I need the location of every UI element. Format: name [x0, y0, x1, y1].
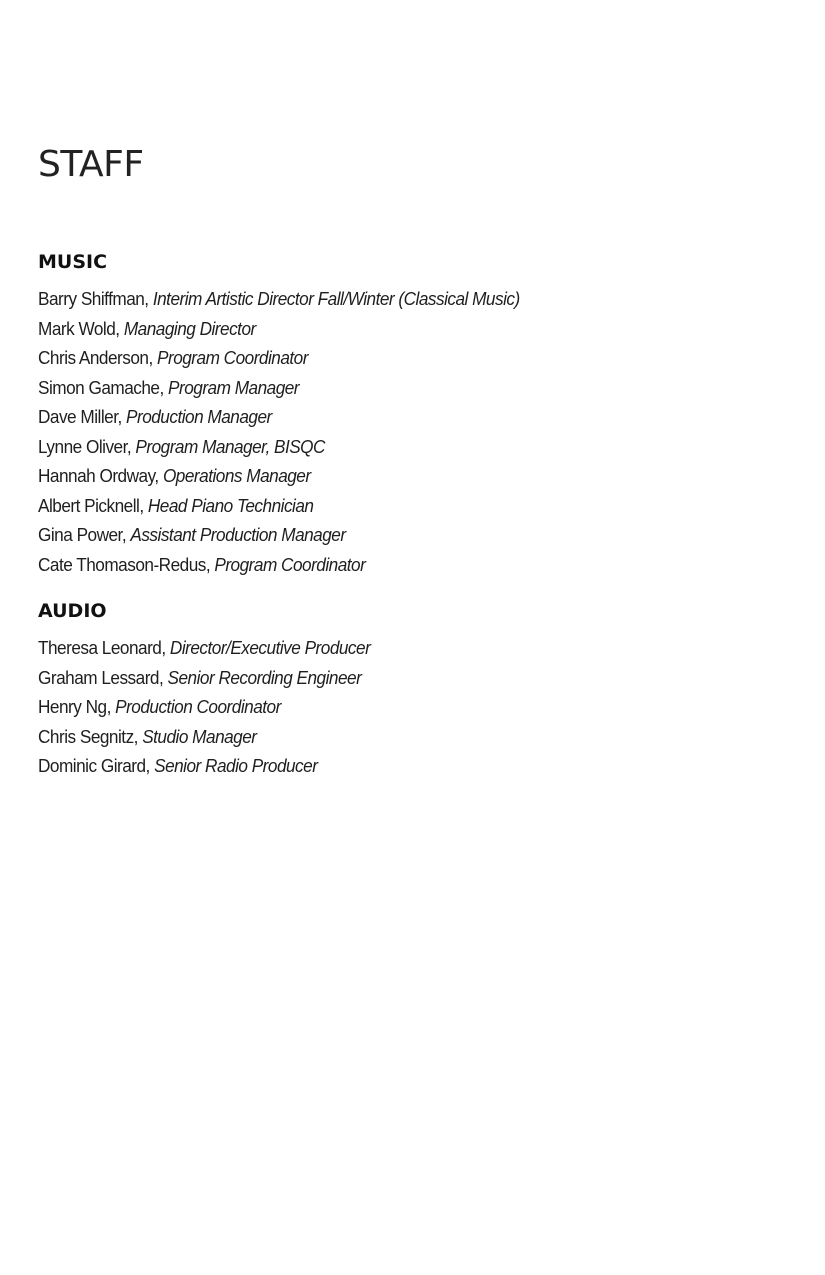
staff-entry — [38, 633, 370, 663]
music-heading: MUSIC — [38, 251, 108, 273]
staff-name: Theresa Leonard, — [38, 637, 170, 658]
staff-role: Program Manager, BISQC — [135, 435, 325, 457]
music-staff-list — [38, 284, 556, 579]
page-title: STAFF — [38, 144, 144, 185]
audio-section — [38, 598, 395, 781]
staff-entry — [38, 314, 520, 344]
staff-role: Production Coordinator — [115, 696, 281, 717]
staff-name: Mark Wold, — [38, 317, 124, 339]
staff-entry — [38, 491, 520, 521]
staff-name: Albert Picknell, — [38, 494, 148, 516]
staff-role: Interim Artistic Director Fall/Winter (Classical Music) — [152, 288, 520, 309]
staff-name: Chris Anderson, — [38, 347, 158, 368]
staff-role: Senior Recording Engineer — [167, 666, 362, 688]
staff-entry — [38, 284, 520, 314]
staff-name: Graham Lessard, — [38, 666, 168, 688]
staff-entry — [38, 692, 370, 722]
staff-name: Barry Shiffman, — [38, 288, 153, 309]
staff-role: Senior Radio Producer — [154, 755, 318, 776]
staff-name: Gina Power, — [38, 524, 131, 545]
music-section — [38, 249, 556, 579]
staff-name: Henry Ng, — [38, 696, 116, 717]
staff-role: Head Piano Technician — [147, 494, 314, 516]
staff-role: Program Coordinator — [214, 553, 366, 575]
staff-role: Program Coordinator — [157, 347, 308, 368]
staff-entry — [38, 520, 520, 550]
staff-entry — [38, 751, 370, 781]
staff-name: Cate Thomason-Redus, — [38, 553, 215, 575]
staff-entry — [38, 432, 520, 462]
staff-role: Director/Executive Producer — [169, 637, 371, 658]
staff-role: Program Manager — [168, 376, 300, 398]
staff-name: Chris Segnitz, — [38, 725, 143, 747]
audio-heading: AUDIO — [38, 600, 107, 622]
staff-name: Dominic Girard, — [38, 755, 155, 776]
staff-entry — [38, 373, 520, 403]
audio-staff-list — [38, 633, 395, 781]
staff-entry — [38, 343, 520, 373]
staff-entry — [38, 461, 520, 491]
staff-role: Operations Manager — [162, 465, 311, 486]
staff-name: Dave Miller, — [38, 406, 127, 427]
staff-role: Managing Director — [123, 317, 256, 339]
staff-name: Lynne Oliver, — [38, 435, 136, 457]
staff-entry — [38, 550, 520, 580]
staff-role: Studio Manager — [142, 725, 257, 747]
staff-name: Simon Gamache, — [38, 376, 169, 398]
staff-entry — [38, 402, 520, 432]
staff-role: Assistant Production Manager — [130, 524, 346, 545]
staff-name: Hannah Ordway, — [38, 465, 163, 486]
staff-entry — [38, 663, 370, 693]
staff-entry — [38, 722, 370, 752]
staff-role: Production Manager — [126, 406, 272, 427]
